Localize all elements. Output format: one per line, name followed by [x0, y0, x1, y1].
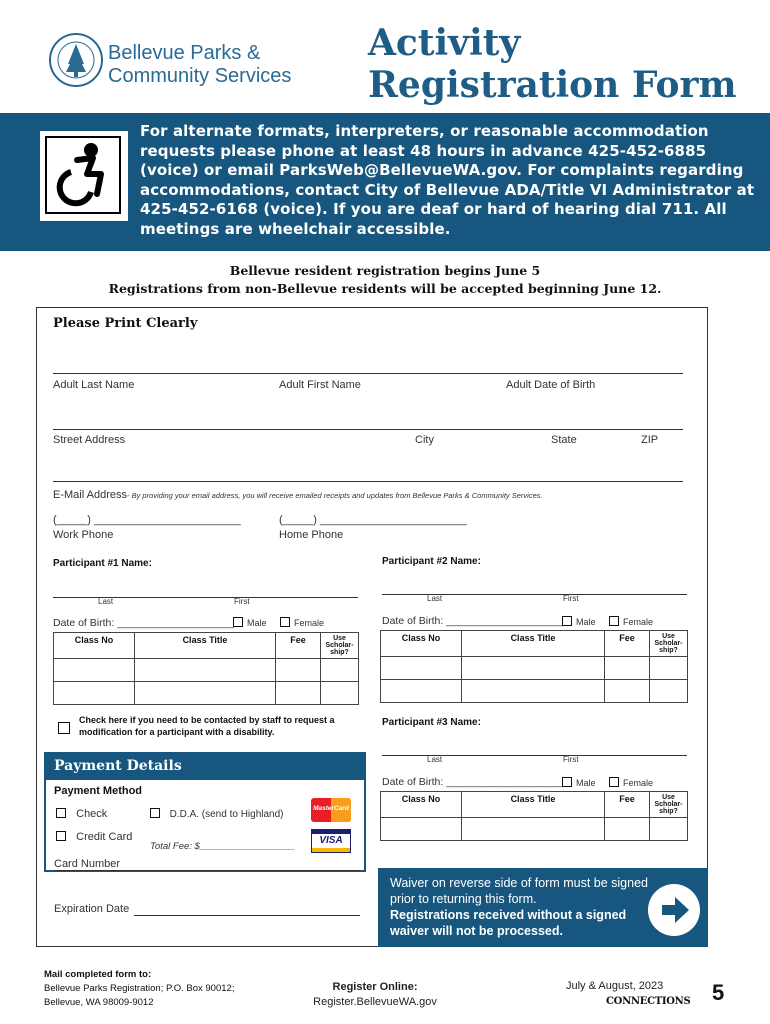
participant1-dob[interactable]: Date of Birth: ____________________ — [53, 617, 234, 629]
dda-option[interactable] — [150, 808, 284, 820]
table-cell[interactable] — [321, 682, 359, 705]
home-phone-label: Home Phone — [279, 529, 344, 541]
dda-label: D.D.A. (send to Highland) — [169, 809, 284, 820]
fee-header: Fee — [276, 633, 321, 659]
adult-name-line[interactable] — [53, 373, 683, 374]
table-cell[interactable] — [650, 657, 688, 680]
participant1-title: Participant #1 Name: — [53, 558, 152, 569]
participant2-dob[interactable]: Date of Birth: ____________________ — [382, 615, 563, 627]
participant2-title: Participant #2 Name: — [382, 556, 481, 567]
checkbox-icon[interactable] — [562, 616, 572, 626]
scholarship-header: Use Scholar-ship? — [650, 792, 688, 818]
scholarship-header: Use Scholar-ship? — [650, 631, 688, 657]
arrow-right-icon — [648, 884, 700, 936]
checkbox-icon[interactable] — [58, 722, 70, 734]
total-fee-field[interactable]: Total Fee: $__________________ — [150, 841, 295, 852]
participant3-first-label: First — [563, 755, 579, 764]
scholarship-header: Use Scholar-ship? — [321, 633, 359, 659]
expiration-line[interactable] — [134, 915, 360, 916]
waiver-line1: Waiver on reverse side of form must be signed prior to returning this form. — [390, 876, 648, 906]
checkbox-icon[interactable] — [562, 777, 572, 787]
expiration-label: Expiration Date — [54, 903, 130, 915]
mail-line2: Bellevue, WA 98009-9012 — [44, 997, 154, 1008]
mail-info — [44, 968, 274, 1010]
class-title-header: Class Title — [135, 633, 276, 659]
city-label: City — [415, 434, 434, 446]
male-label: Male — [247, 618, 267, 628]
checkbox-icon[interactable] — [56, 808, 66, 818]
accessibility-text: For alternate formats, interpreters, or reasonable accommodation requests please phone at least 48 hours in advance 425-452-6885 (voice) or email ParksWeb@BellevueWA.gov. For complaints regarding accommodations, contact City of Bellevue ADA/Title VI Administrator at 425-452-6168 (voice). If you are deaf or hard of hearing dial 711. All meetings are wheelchair accessible. — [140, 122, 755, 238]
visa-icon — [311, 829, 351, 853]
disability-checkbox[interactable] — [58, 720, 74, 738]
male-label: Male — [576, 778, 596, 788]
participant2-first-label: First — [563, 594, 579, 603]
class-no-header: Class No — [381, 792, 462, 818]
table-cell[interactable] — [321, 659, 359, 682]
male-label: Male — [576, 617, 596, 627]
fee-header: Fee — [605, 792, 650, 818]
table-cell[interactable] — [276, 659, 321, 682]
participant2-male-option[interactable] — [562, 616, 596, 627]
table-cell[interactable] — [54, 659, 135, 682]
email-line[interactable] — [53, 481, 683, 482]
table-cell[interactable] — [381, 818, 462, 841]
participant2-female-option[interactable] — [609, 616, 653, 627]
page-number: 5 — [712, 980, 725, 1005]
disability-text: Check here if you need to be contacted by staff to request a modification for a participant with a disability. — [79, 715, 335, 737]
class-title-header: Class Title — [462, 792, 605, 818]
mail-title: Mail completed form to: — [44, 969, 152, 980]
participant1-last-label: Last — [98, 597, 114, 606]
checkbox-icon[interactable] — [280, 617, 290, 627]
table-cell[interactable] — [462, 680, 605, 703]
page-title — [368, 22, 737, 106]
connections-logo: CONNECTIONS — [606, 996, 691, 1007]
title-line2: Registration Form — [368, 64, 737, 106]
female-label: Female — [294, 618, 325, 628]
card-number-line[interactable] — [54, 870, 360, 871]
mastercard-icon — [311, 798, 351, 822]
participant2-last-label: Last — [427, 594, 443, 603]
table-cell[interactable] — [650, 818, 688, 841]
participant2-class-table — [380, 630, 688, 703]
issue-date: July & August, 2023 — [566, 980, 664, 992]
org-name — [108, 42, 291, 88]
female-label: Female — [623, 617, 654, 627]
work-phone-field[interactable]: (_____) ________________________ — [53, 514, 241, 526]
work-phone-label: Work Phone — [53, 529, 114, 541]
address-line[interactable] — [53, 429, 683, 430]
waiver-text — [390, 875, 660, 939]
participant3-male-option[interactable] — [562, 777, 596, 788]
class-no-header: Class No — [381, 631, 462, 657]
home-phone-field[interactable]: (_____) ________________________ — [279, 514, 467, 526]
fee-header: Fee — [605, 631, 650, 657]
participant3-female-option[interactable] — [609, 777, 653, 788]
waiver-line2: Registrations received without a signed waiver will not be processed. — [390, 908, 627, 938]
adult-first-name-label: Adult First Name — [279, 379, 361, 391]
check-label: Check — [76, 808, 108, 820]
checkbox-icon[interactable] — [56, 831, 66, 841]
table-cell[interactable] — [135, 659, 276, 682]
registration-notice — [0, 262, 770, 298]
payment-method-label: Payment Method — [54, 785, 143, 797]
mastercard-text: MasterCard — [313, 805, 349, 812]
table-cell[interactable] — [605, 818, 650, 841]
payment-heading: Payment Details — [44, 752, 366, 780]
credit-card-option[interactable] — [56, 831, 132, 843]
table-cell[interactable] — [605, 680, 650, 703]
credit-card-label: Credit Card — [76, 831, 133, 843]
table-cell[interactable] — [462, 657, 605, 680]
table-cell[interactable] — [135, 682, 276, 705]
table-cell[interactable] — [462, 818, 605, 841]
participant3-last-label: Last — [427, 755, 443, 764]
table-cell[interactable] — [605, 657, 650, 680]
participant3-dob[interactable]: Date of Birth: ____________________ — [382, 776, 563, 788]
notice-line1: Bellevue resident registration begins June 5 — [229, 263, 541, 278]
print-clearly-label: Please Print Clearly — [53, 316, 198, 331]
email-note: - By providing your email address, you will receive emailed receipts and updates from Bellevue Parks & Community Services. — [126, 491, 543, 500]
street-address-label: Street Address — [53, 434, 126, 446]
email-label-row — [53, 485, 543, 503]
checkbox-icon[interactable] — [609, 616, 619, 626]
participant1-class-table — [53, 632, 359, 705]
state-label: State — [551, 434, 577, 446]
checkbox-icon[interactable] — [233, 617, 243, 627]
class-title-header: Class Title — [462, 631, 605, 657]
participant1-first-label: First — [234, 597, 250, 606]
table-cell[interactable] — [276, 682, 321, 705]
city-seal-logo — [48, 30, 104, 90]
checkbox-icon[interactable] — [609, 777, 619, 787]
participant1-male-option[interactable] — [233, 617, 267, 628]
online-url[interactable]: Register.BellevueWA.gov — [313, 996, 437, 1008]
visa-text: VISA — [319, 835, 343, 846]
table-cell[interactable] — [381, 657, 462, 680]
zip-label: ZIP — [641, 434, 659, 446]
accessibility-icon — [40, 131, 128, 221]
org-name-line2: Community Services — [108, 65, 292, 87]
checkbox-icon[interactable] — [150, 808, 160, 818]
class-no-header: Class No — [54, 633, 135, 659]
adult-last-name-label: Adult Last Name — [53, 379, 135, 391]
adult-dob-label: Adult Date of Birth — [506, 379, 596, 391]
notice-line2: Registrations from non-Bellevue residents will be accepted beginning June 12. — [108, 281, 662, 296]
mail-line1: Bellevue Parks Registration; P.O. Box 90012; — [44, 983, 235, 994]
table-cell[interactable] — [381, 680, 462, 703]
participant3-class-table — [380, 791, 688, 841]
title-line1: Activity — [368, 22, 521, 64]
org-name-line1: Bellevue Parks & — [108, 42, 261, 64]
register-online — [300, 980, 450, 1010]
table-cell[interactable] — [650, 680, 688, 703]
participant3-title: Participant #3 Name: — [382, 717, 481, 728]
table-cell[interactable] — [54, 682, 135, 705]
participant1-female-option[interactable] — [280, 617, 324, 628]
online-title: Register Online: — [332, 981, 418, 993]
female-label: Female — [623, 778, 654, 788]
card-number-label: Card Number — [54, 858, 121, 870]
check-option[interactable] — [56, 808, 107, 820]
email-label: E-Mail Address — [53, 489, 127, 501]
